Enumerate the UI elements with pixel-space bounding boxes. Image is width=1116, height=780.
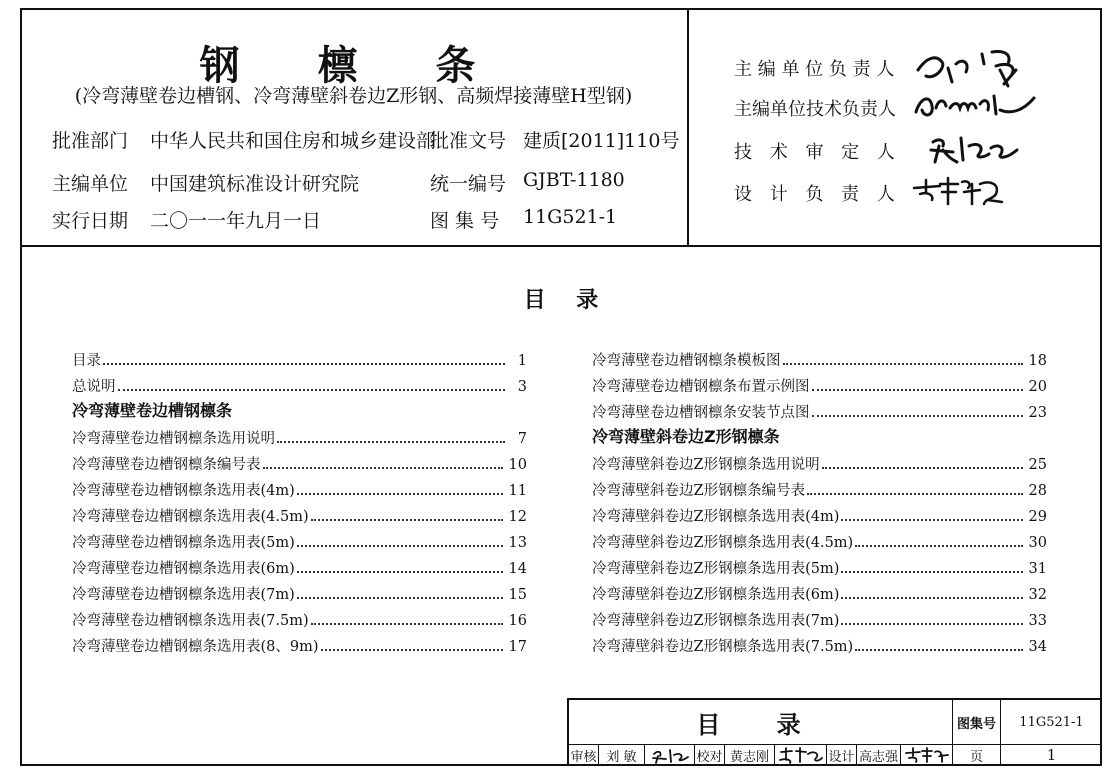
- toc-entry-page: 11: [508, 483, 527, 499]
- toc-leader: [841, 570, 1022, 573]
- toc-entry-title: 冷弯薄壁斜卷边Z形钢檩条选用表(4.5m): [592, 535, 854, 551]
- toc-entry-title: 冷弯薄壁卷边槽钢檩条安装节点图: [592, 405, 810, 421]
- toc-leader: [841, 596, 1022, 599]
- toc-entry-title: 冷弯薄壁斜卷边Z形钢檩条选用表(7m): [592, 613, 840, 629]
- toc-entry-title: 冷弯薄壁斜卷边Z形钢檩条编号表: [592, 483, 806, 499]
- toc-entry-page: 31: [1028, 561, 1047, 577]
- toc-entry: [592, 453, 1047, 477]
- toc-entry-title: 目录: [72, 353, 101, 369]
- meta-label: 图 集 号: [430, 210, 500, 232]
- toc-entry: [592, 401, 1047, 425]
- toc-entry-page: 12: [508, 509, 527, 525]
- responsible-label: 主 编 单 位 负 责 人: [734, 59, 895, 80]
- signature-design-lead: [910, 170, 1010, 210]
- atlas-no-value: 11G521-1: [1019, 714, 1084, 730]
- toc-entry-page: 18: [1028, 353, 1047, 369]
- toc-entry: [72, 583, 527, 607]
- toc-heading: 目 录: [523, 287, 599, 313]
- toc-entry-title: 冷弯薄壁卷边槽钢檩条选用说明: [72, 431, 275, 447]
- toc-entry: [592, 349, 1047, 373]
- meta-label: 实行日期: [52, 210, 129, 232]
- check-label: 校对: [695, 744, 725, 766]
- toc-entry-page: 3: [517, 379, 527, 395]
- toc-leader: [277, 440, 505, 443]
- toc-leader: [118, 388, 506, 391]
- toc-entry: [72, 427, 527, 451]
- toc-entry-title: 冷弯薄壁斜卷边Z形钢檩条选用说明: [592, 457, 820, 473]
- toc-entry-title: 冷弯薄壁卷边槽钢檩条布置示例图: [592, 379, 810, 395]
- toc-entry-page: 20: [1028, 379, 1047, 395]
- toc-entry: [72, 453, 527, 477]
- toc-entry-page: 15: [508, 587, 527, 603]
- toc-leader: [297, 492, 503, 495]
- toc-entry-page: 25: [1028, 457, 1047, 473]
- toc-leader: [311, 622, 503, 625]
- toc-leader: [855, 648, 1022, 651]
- toc-entry-title: 冷弯薄壁卷边槽钢檩条选用表(4m): [72, 483, 295, 499]
- toc-leader: [841, 622, 1022, 625]
- meta-value: 中华人民共和国住房和城乡建设部: [150, 130, 436, 152]
- atlas-title: 钢 檩 条: [199, 42, 508, 89]
- toc-entry-page: 32: [1028, 587, 1047, 603]
- meta-label: 主编单位: [52, 173, 129, 195]
- toc-entry: [72, 531, 527, 555]
- toc-entry-title: 冷弯薄壁卷边槽钢檩条选用表(4.5m): [72, 509, 309, 525]
- toc-entry-page: 16: [508, 613, 527, 629]
- toc-entry-title: 冷弯薄壁卷边槽钢檩条选用表(6m): [72, 561, 295, 577]
- design-label: 设计: [827, 744, 857, 766]
- toc-leader: [297, 596, 503, 599]
- toc-entry-title: 总说明: [72, 379, 116, 395]
- responsible-label: 技 术 审 定 人: [734, 142, 901, 163]
- toc-leader: [297, 544, 503, 547]
- review-signature: [645, 744, 695, 766]
- toc-entry-title: 冷弯薄壁卷边槽钢檩条编号表: [72, 457, 261, 473]
- toc-section-heading: 冷弯薄壁斜卷边Z形钢檩条: [592, 427, 780, 446]
- toc-entry: [592, 375, 1047, 399]
- toc-entry-page: 23: [1028, 405, 1047, 421]
- toc-entry-title: 冷弯薄壁卷边槽钢檩条选用表(7m): [72, 587, 295, 603]
- toc-leader: [812, 388, 1023, 391]
- page-number: 1: [1046, 746, 1057, 764]
- meta-value: 二〇一一年九月一日: [150, 210, 322, 232]
- toc-leader: [297, 570, 503, 573]
- toc-entry: [592, 479, 1047, 503]
- toc-leader: [855, 544, 1022, 547]
- toc-entry: [72, 505, 527, 529]
- toc-entry-page: 34: [1028, 639, 1047, 655]
- signature-chief-unit: [912, 40, 1042, 90]
- toc-section-heading: 冷弯薄壁卷边槽钢檩条: [72, 401, 233, 420]
- toc-leader: [807, 492, 1022, 495]
- toc-entry-title: 冷弯薄壁斜卷边Z形钢檩条选用表(4m): [592, 509, 840, 525]
- toc-entry-page: 17: [508, 639, 527, 655]
- toc-entry-title: 冷弯薄壁卷边槽钢檩条模板图: [592, 353, 781, 369]
- toc-leader: [783, 362, 1023, 365]
- toc-entry-page: 33: [1028, 613, 1047, 629]
- toc-entry: [72, 479, 527, 503]
- title-block: [567, 698, 1102, 766]
- toc-entry-page: 30: [1028, 535, 1047, 551]
- toc-entry-title: 冷弯薄壁斜卷边Z形钢檩条选用表(6m): [592, 587, 840, 603]
- toc-leader: [822, 466, 1023, 469]
- toc-leader: [812, 414, 1023, 417]
- toc-leader: [263, 466, 503, 469]
- meta-value: GJBT-1180: [523, 169, 625, 191]
- toc-entry-page: 28: [1028, 483, 1047, 499]
- toc-leader: [841, 518, 1022, 521]
- page-label: 页: [953, 744, 1001, 766]
- meta-value: 11G521-1: [523, 206, 618, 228]
- responsible-label: 设 计 负 责 人: [734, 184, 901, 205]
- meta-value: 建质[2011]110号: [523, 130, 680, 152]
- toc-entry: [72, 635, 527, 659]
- toc-entry: [592, 609, 1047, 633]
- meta-label: 统一编号: [430, 173, 507, 195]
- atlas-no-label: 图集号: [953, 700, 1001, 744]
- meta-value: 中国建筑标准设计研究院: [150, 173, 360, 195]
- toc-entry-title: 冷弯薄壁卷边槽钢檩条选用表(8、9m): [72, 639, 319, 655]
- design-signature: [901, 744, 953, 766]
- toc-entry-title: 冷弯薄壁卷边槽钢檩条选用表(5m): [72, 535, 295, 551]
- toc-entry: [72, 349, 527, 373]
- review-name: 刘 敏: [599, 744, 645, 766]
- atlas-subtitle: (冷弯薄壁卷边槽钢、冷弯薄壁斜卷边Z形钢、高频焊接薄壁H型钢): [74, 85, 633, 107]
- toc-entry: [592, 635, 1047, 659]
- toc-entry: [72, 375, 527, 399]
- toc-entry-page: 29: [1028, 509, 1047, 525]
- toc-entry-page: 13: [508, 535, 527, 551]
- signature-tech-chief: [910, 84, 1040, 124]
- toc-entry-title: 冷弯薄壁斜卷边Z形钢檩条选用表(5m): [592, 561, 840, 577]
- toc-entry-page: 7: [517, 431, 527, 447]
- toc-leader: [311, 518, 503, 521]
- signature-tech-review: [925, 128, 1025, 168]
- check-signature: [775, 744, 827, 766]
- toc-entry-page: 14: [508, 561, 527, 577]
- toc-entry: [592, 531, 1047, 555]
- toc-entry: [592, 505, 1047, 529]
- title-block-title: 目 录: [569, 700, 953, 744]
- toc-entry-page: 1: [517, 353, 527, 369]
- review-label: 审核: [569, 744, 599, 766]
- toc-entry-page: 10: [508, 457, 527, 473]
- design-name: 高志强: [857, 744, 901, 766]
- toc-entry: [72, 609, 527, 633]
- toc-entry-title: 冷弯薄壁斜卷边Z形钢檩条选用表(7.5m): [592, 639, 854, 655]
- toc-entry: [592, 557, 1047, 581]
- toc-entry-title: 冷弯薄壁卷边槽钢檩条选用表(7.5m): [72, 613, 309, 629]
- header-divider: [687, 8, 689, 247]
- check-name: 黄志刚: [725, 744, 775, 766]
- meta-label: 批准文号: [430, 130, 507, 152]
- meta-label: 批准部门: [52, 130, 129, 152]
- toc-entry: [592, 583, 1047, 607]
- toc-entry: [72, 557, 527, 581]
- toc-leader: [321, 648, 503, 651]
- toc-leader: [103, 362, 505, 365]
- responsible-label: 主编单位技术负责人: [734, 99, 896, 120]
